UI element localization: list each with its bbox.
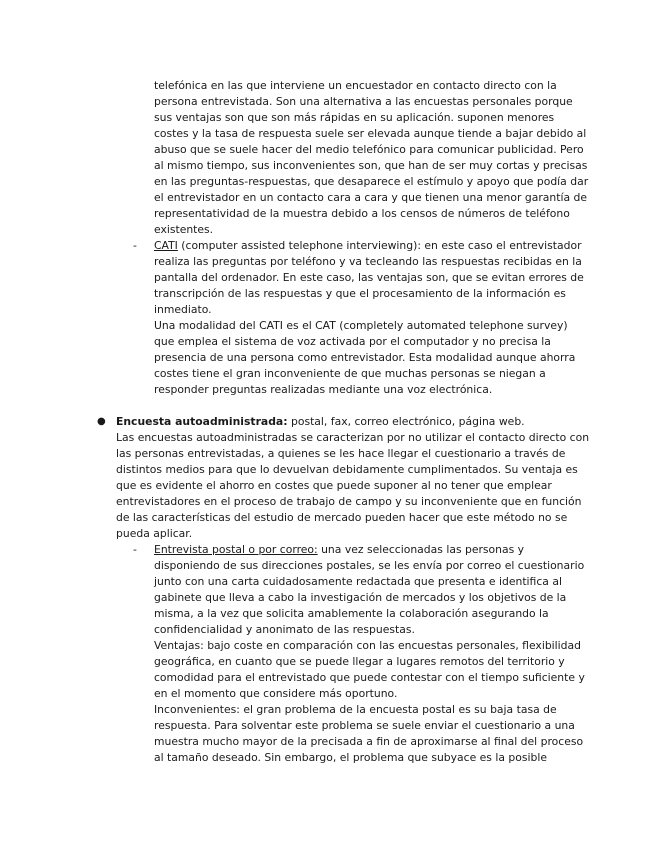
text-line: pantalla del ordenador. En este caso, las ventajas son, que se evitan errores de [154,271,584,284]
text-line: gabinete que lleva a cabo la investigación de mercados y los objetivos de la [154,591,567,604]
bullet-icon: ● [97,416,106,427]
text-line: al mismo tiempo, sus inconvenientes son, que han de ser muy cortas y precisas [154,159,588,172]
text-line: respuesta. Para solventar este problema se suele enviar el cuestionario a una [154,719,575,732]
text-line: responder preguntas realizadas mediante una voz electrónica. [154,383,493,396]
text-line: existentes. [154,223,214,236]
text-line: misma, a la vez que solicita amablemente la colaboración asegurando la [154,607,549,620]
text-line: el entrevistador en un contacto cara a cara y que tienen una menor garantía de [154,191,588,204]
postal-term: Entrevista postal o por correo: [154,543,318,556]
text-line: que emplea el sistema de voz activada por el computador y no precisa la [154,335,551,348]
cati-term: CATI [154,239,178,252]
autoadmin-heading: Encuesta autoadministrada: [116,415,288,428]
text-line: geográfica, en cuanto que se puede llegar a lugares remotos del territorio y [154,655,565,668]
cati-first-rest: (computer assisted telephone interviewing): en este caso el entrevistador [177,239,582,252]
text-line: distintos medios para que lo devuelvan debidamente cumplimentados. Su ventaja es [116,463,578,476]
text-line: de las características del estudio de mercado pueden hacer que este método no se [116,511,568,524]
text-line: costes tiene el gran inconveniente de que muchas personas se niegan a [154,367,546,380]
text-line: entrevistadores en el proceso de trabajo de campo y su inconveniente que en función [116,495,582,508]
text-line: representatividad de la muestra debido a los censos de números de teléfono [154,207,570,220]
text-line: confidencialidad y anonimato de las respuestas. [154,623,415,636]
text-line: muestra mucho mayor de la precisada a fin de aproximarse al final del proceso [154,735,584,748]
cati-first-line [154,238,582,254]
text-line: comodidad para el entrevistado que puede contestar con el tiempo suficiente y [154,671,585,684]
text-line: Inconvenientes: el gran problema de la encuesta postal es su baja tasa de [154,703,557,716]
text-line: presencia de una persona como entrevistador. Esta modalidad aunque ahorra [154,351,576,364]
text-line: persona entrevistada. Son una alternativa a las encuestas personales porque [154,95,573,108]
text-line: pueda aplicar. [116,527,193,540]
text-line: en las preguntas-respuestas, que desaparece el estímulo y apoyo que podía dar [154,175,589,188]
list-dash: - [133,543,137,556]
text-line: Las encuestas autoadministradas se caracterizan por no utilizar el contacto directo con [116,431,590,444]
text-line: Ventajas: bajo coste en comparación con las encuestas personales, flexibilidad [154,639,581,652]
text-line: que es evidente el ahorro en costes que puede suponer al no tener que emplear [116,479,552,492]
text-line: transcripción de las respuestas y que el procesamiento de la información es [154,287,566,300]
postal-first-rest: una vez seleccionadas las personas y [317,543,525,556]
autoadmin-heading-rest: postal, fax, correo electrónico, página web. [287,415,525,428]
text-line: al tamaño deseado. Sin embargo, el problema que subyace es la posible [154,751,547,764]
text-line: costes y la tasa de respuesta suele ser elevada aunque tiende a bajar debido al [154,127,587,140]
list-dash: - [133,239,137,252]
text-line: las personas entrevistadas, a quienes se les hace llegar el cuestionario a través de [116,447,566,460]
text-line: disponiendo de sus direcciones postales, se les envía por correo el cuestionario [154,559,585,572]
text-line: sus ventajas son que son más rápidas en su aplicación. suponen menores [154,111,555,124]
text-line: inmediato. [154,303,212,316]
text-line: abuso que se suele hacer del medio telefónico para comunicar publicidad. Pero [154,143,584,156]
text-line: realiza las preguntas por teléfono y va tecleando las respuestas recibidas en la [154,255,582,268]
text-line: Una modalidad del CATI es el CAT (completely automated telephone survey) [154,319,568,332]
autoadmin-heading-line [116,414,525,430]
text-line: telefónica en las que interviene un encuestador en contacto directo con la [154,79,557,92]
text-line: junto con una carta cuidadosamente redactada que presenta e identifica al [154,575,562,588]
postal-first-line [154,542,524,558]
text-line: en el momento que considere más oportuno. [154,687,398,700]
